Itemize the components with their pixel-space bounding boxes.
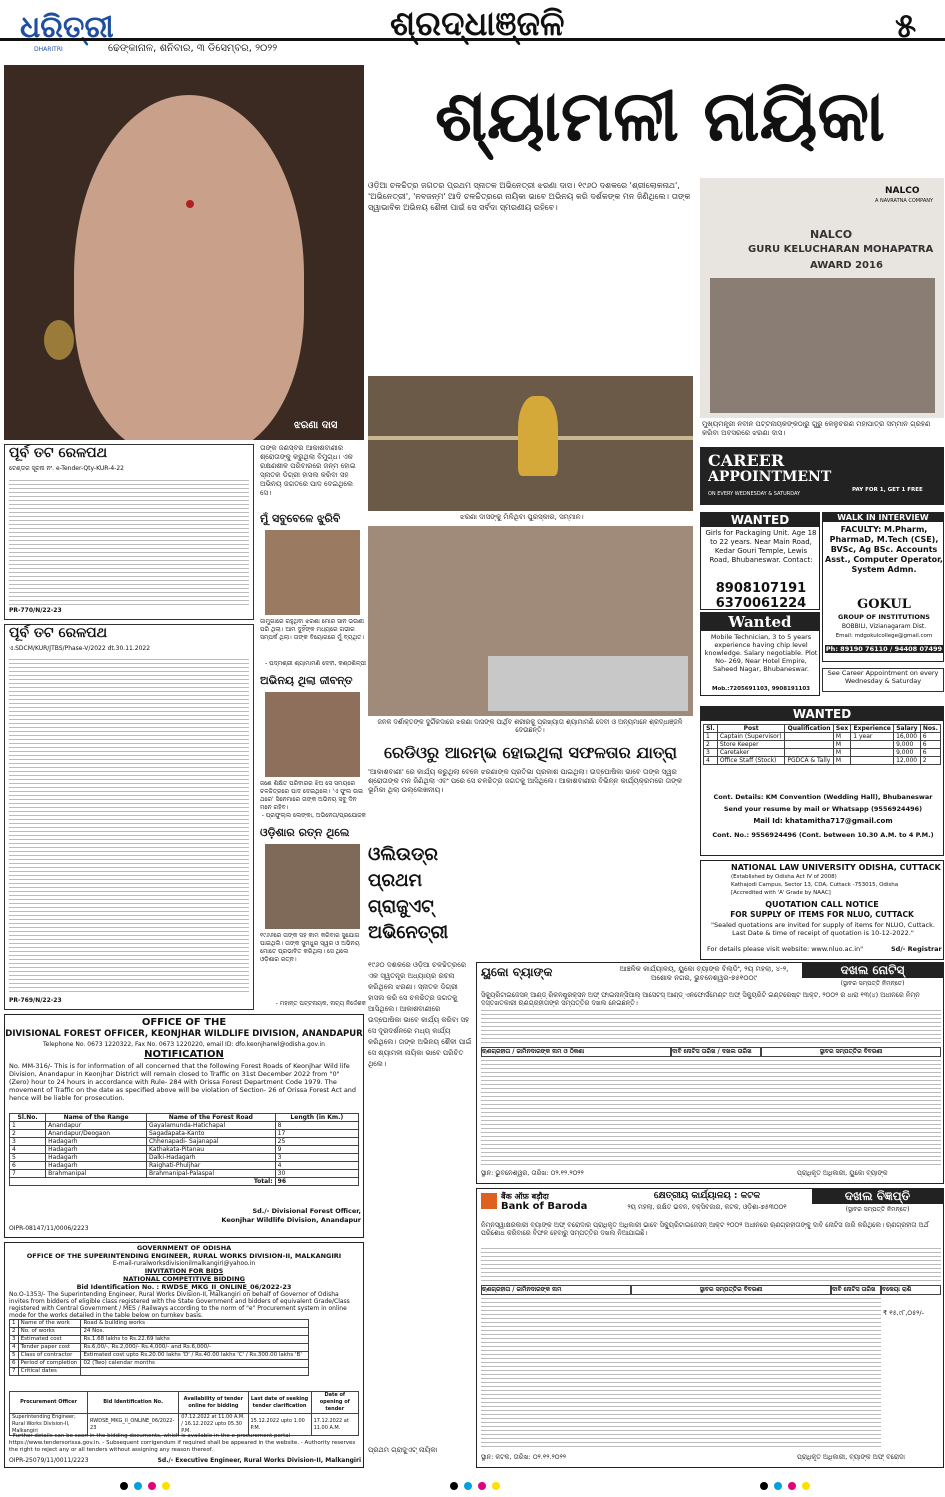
cell: Estimated cost upto Rs.20.00 lakhs 'D' / Rs.40.00 lakhs 'C' / Rs.300.00 lakhs 'B': [81, 1352, 309, 1360]
nlu-for: FOR SUPPLY OF ITEMS FOR NLUO, CUTTACK: [730, 910, 914, 919]
cell: 1 year: [851, 733, 894, 741]
nlu-body: "Sealed quotations are invited for supply of items for NLUO, Cuttack. Last Date & time of receipt of quotation is 10-12-2022.": [711, 921, 935, 937]
cell: 2: [10, 1130, 46, 1138]
col-exp: Experience: [851, 725, 894, 733]
uco-sign: ପ୍ରାଧିକୃତ ଅଧିକାରୀ, ୟୁକୋ ବ୍ୟାଙ୍କ: [797, 1169, 888, 1177]
cell: Tender paper cost: [18, 1344, 81, 1352]
uco-date: ସ୍ଥାନ: ଭୁବନେଶ୍ୱର, ତାରିଖ: ୦୨.୧୨.୨୦୨୨: [481, 1169, 584, 1177]
tribute-photo: [265, 844, 360, 929]
nlu-accr: [Accredited with 'A' Grade by NAAC]: [731, 890, 831, 896]
bob-name-hi: बैंक ऑफ़ बड़ौदा: [501, 1192, 549, 1201]
wanted-title: WANTED: [701, 513, 819, 527]
tender-footer: PR-769/N/22-23: [9, 997, 62, 1004]
nlu-sign: Sd/- Registrar: [891, 945, 942, 953]
uco-col3: ସ୍ଥାବର ସମ୍ପତ୍ତିର ବିବରଣୀ: [761, 1047, 941, 1057]
cell: 3: [10, 1336, 19, 1344]
career-title: CAREER: [708, 451, 785, 470]
walkin-email: Email: mdgokulcollege@gmail.com: [835, 633, 933, 639]
cell: 2: [704, 741, 718, 749]
uco-notice: [476, 962, 944, 1184]
cell: 17.12.2022 at 11.00 A.M.: [311, 1414, 358, 1436]
cell: Name of the work: [18, 1320, 81, 1328]
portrait-bindi: [186, 200, 194, 208]
bob-logo: [481, 1193, 497, 1209]
cell: [81, 1368, 309, 1376]
nlu-est: (Established by Odisha Act IV of 2008): [731, 874, 837, 880]
tender-body: [9, 477, 249, 605]
col-sl: Sl.: [704, 725, 718, 733]
tender-ref: ଟେଣ୍ଡର ସୂଚନା ନଂ. e-Tender-Qty-KUR-4-22: [9, 465, 124, 472]
cell: M: [833, 757, 850, 765]
wanted-contact: Cont. Details: KM Convention (Wedding Hall), Bhubaneswar: [713, 793, 933, 801]
bob-col1: ଋଣଗ୍ରହୀତା / ଜାମିନଦାରଙ୍କ ନାମ: [481, 1285, 631, 1295]
cell: Brahmanipal: [46, 1170, 147, 1178]
bob-amount: ₹ ୧୫,୯୮,୦୫୨/-: [883, 1309, 924, 1317]
first-grad-text: ୧୯୬୦ ଦଶକରେ ଓଡ଼ିଆ ଚଳଚ୍ଚିତ୍ରରେ ଏକ ସ୍ୱତନ୍ତ୍ର ଅଧ୍ୟାୟର ରଚନା କରିଥିଲେ ଝରଣା। ସ୍ନାତକ ଡିଗ୍ରୀ ହାସଲ କରି ସେ ଚଳଚ୍ଚିତ୍ର ଜଗତକୁ ଆସିଥିଲେ। ଆକାଶବାଣୀରେ ଉଦ୍‌ଘୋଷିକା ଭାବେ କାର୍ଯ୍ୟ କରିବା ସହ ସେ ଦୂରଦର୍ଶନରେ ମଧ୍ୟ କାର୍ଯ୍ୟ କରିଥିଲେ। ତାଙ୍କ ଅଭିନୟ ଶୈଳୀ ପାଇଁ ସେ ଶ୍ୟାମଳୀ ନାୟିକା ଭାବେ ପରିଚିତ ଥିଲେ।: [368, 961, 472, 1068]
table-row: [704, 757, 941, 765]
tender-ref: ଏ.SDCM/KUR/JTBS/Phase-V/2022 dt.30.11.2022: [9, 645, 151, 652]
total-label: Total:: [10, 1178, 276, 1186]
cell: RWDSE_MKG_II_ONLINE_06/2022-23: [88, 1414, 179, 1436]
dfo-sign1: Sd./- Divisional Forest Officer,: [252, 1207, 361, 1215]
table-row: [10, 1360, 309, 1368]
cell: 15.12.2022 upto 1.00 P.M.: [248, 1414, 311, 1436]
uco-notice-title: ଦଖଲ ନୋଟିସ୍: [802, 963, 943, 978]
tender-title: ପୂର୍ବ ତଟ ରେଳପଥ: [9, 445, 108, 461]
table-row: [10, 1368, 309, 1376]
career-offer: PAY FOR 1, GET 1 FREE: [852, 487, 923, 493]
col-qual: Qualification: [785, 725, 833, 733]
intro-text: ତାଙ୍କ ଜଣସ୍ବର ଆକାଶବାଣୀର ଶ୍ରୋତାଙ୍କୁ କରୁଥିଲା ବିମୁଗ୍ଧ। ଏକ ରକ୍ଷଣଶୀଳ ପରିବାରରେ ଜନ୍ମ ହୋଇ ସ୍ନାତକ ଡିଗ୍ରୀ ହାସଲ କରିବା ସହ ଅଭିନୟ ଜଗତରେ ପାଦ ଦେଇଥିଲେ ସେ।: [260, 444, 356, 497]
masthead: [0, 0, 945, 64]
rwd-table: [9, 1319, 309, 1376]
table-row: [10, 1320, 309, 1328]
wanted-resume: Send your resume by mail or Whatsapp (9556924496): [723, 805, 923, 813]
total-value: 96: [275, 1178, 358, 1186]
first-grad-signoff: ପ୍ରଥମ ଗ୍ରାଜୁଏଟ୍ ନାୟିକା: [368, 1446, 438, 1454]
banner-line1: NALCO: [810, 228, 853, 241]
bob-body-fill: [481, 1245, 941, 1281]
cell: 6: [10, 1162, 46, 1170]
cell: 2: [10, 1328, 19, 1336]
reg-dot: [450, 1482, 458, 1490]
cell: Superintending Engineer, Rural Works Division-II, Malkangiri: [10, 1414, 88, 1436]
nlu-web: For details please visit website: www.nluo.ac.in": [707, 945, 864, 953]
headline: ଶ୍ୟାମଳୀ ନାୟିକା: [434, 74, 886, 157]
table-row: [10, 1336, 309, 1344]
coffin: [488, 656, 688, 711]
cell: 5: [10, 1352, 19, 1360]
table-row: [704, 741, 941, 749]
cell: 3: [275, 1154, 358, 1162]
reg-dot: [120, 1482, 128, 1490]
portrait-earring: [44, 320, 74, 360]
table-header: [10, 1392, 359, 1414]
cell: Rs.6,00/-, Rs.2,000/- Rs.4,000/- and Rs.6,000/-: [81, 1344, 309, 1352]
col-sex: Sex: [833, 725, 850, 733]
tribute-author: - ମହାନ୍ତ ପଟ୍ଟନାୟକ, ନାଟ୍ୟ ନିର୍ଦ୍ଦେଶକ: [275, 1000, 366, 1007]
tender-title: ପୂର୍ବ ତଟ ରେଳପଥ: [9, 625, 108, 641]
tribute-photo: [265, 692, 360, 777]
bob-col3: ଦାବି ନୋଟିସ ତାରିଖ: [831, 1285, 881, 1295]
walkin-ad: [822, 512, 944, 662]
col-post: Post: [717, 725, 785, 733]
cell: Hadagarh: [46, 1146, 147, 1154]
cell: [851, 749, 894, 757]
rwd-notice: [4, 1242, 364, 1468]
cell: 9: [275, 1146, 358, 1154]
award-photo: [700, 178, 944, 418]
wanted-mail: Mail Id: khatamitha717@gmail.com: [753, 817, 893, 825]
trophy-photo: [368, 376, 693, 511]
section-title: ଶ୍ରଦ୍ଧାଞ୍ଜଳି: [390, 4, 565, 44]
reg-dot: [134, 1482, 142, 1490]
table-header: [704, 725, 941, 733]
cell: [785, 741, 833, 749]
first-grad-heading: ଓଲିଉଡ୍‌ର ପ୍ରଥମ ଗ୍ରାଜୁଏଟ୍ ଅଭିନେତ୍ରୀ: [368, 844, 449, 943]
tribute-author: - ପ୍ରଫୁଲ୍ଲ ଲେଙ୍କା, ଅଭିନେତା/ପ୍ରଯୋଜକ: [261, 812, 366, 819]
cell: M: [833, 749, 850, 757]
cell: [851, 757, 894, 765]
tender-notice-2: [4, 624, 254, 1010]
walkin-org-sub: GROUP OF INSTITUTIONS: [837, 613, 930, 621]
career-title2: APPOINTMENT: [708, 469, 832, 485]
cell: 1: [10, 1122, 46, 1130]
reg-dot: [760, 1482, 768, 1490]
rwd-dates-table: [9, 1391, 359, 1436]
bob-sign: ପ୍ରାଧିକୃତ ଅଧିକାରୀ, ବ୍ୟାଙ୍କ ଅଫ୍ ବରୋଦା: [797, 1453, 905, 1461]
cell: Rs.1.68 lakhs to Rs.22.69 lakhs: [81, 1336, 309, 1344]
radio-heading: ରେଡିଓରୁ ଆରମ୍ଭ ହୋଇଥିଲା ସଫଳତାର ଯାତ୍ରା: [384, 743, 677, 762]
walkin-text: FACULTY: M.Pharm, PharmaD, M.Tech (CSE), BVSc, Ag BSc. Accounts Asst., Computer Operator, System Admn.: [825, 525, 943, 574]
bob-col4: ବକେୟା ରାଶି: [881, 1285, 941, 1295]
logo-subtitle: DHARITRI: [34, 46, 63, 53]
nlu-address: Kathajodi Campus, Sector 13, CDA, Cuttack -753015, Odisha: [731, 882, 899, 888]
tribute-text: ୧୯୬୬ରେ ତାଙ୍କ ସହ କାମ କରିବାର ସୁଯୋଗ ପାଇଥିଲି। ତାଙ୍କ ସୁମଧୁର ସ୍ୱର ଓ ଅଭିନୟ ମୋତେ ପ୍ରଭାବିତ କରିଥିଲା। ସେ ଥିଲେ ଓଡ଼ିଶାର ରତ୍ନ।: [260, 932, 360, 963]
table-row: [10, 1154, 359, 1162]
cell: Sagadapata-Kanto: [146, 1130, 275, 1138]
rwd-notes: - Further details can be seen in the bidding documents, which is available in the e-procurement portal https://www.tendersorissa.gov.in. - Subsequent corrigendum if required shall be appeared in the website. - Authority reserves the right to reject any or all tenders without assigning any reason thereof.: [9, 1433, 356, 1453]
dfo-notice-title: NOTIFICATION: [144, 1049, 224, 1060]
uco-bank-name: ୟୁକୋ ବ୍ୟାଙ୍କ: [481, 965, 553, 979]
uco-table-fill: [481, 1059, 941, 1165]
cell: Store Keeper: [717, 741, 785, 749]
tribute-photo: [265, 530, 360, 615]
radio-text: 'ଆକାଶବାଣୀ' ରେ କାର୍ଯ୍ୟ କରୁଥିଲା ବେଳେ ଝରଣାଙ୍କ ପ୍ରତିଭା ପ୍ରକାଶ ପାଇଥିଲା। ଉଦ୍‌ଘୋଷିକା ଭାବେ ତାଙ୍କ ସ୍ୱର ଶ୍ରୋତାଙ୍କ ମନ ଜିଣିଥିଲା ଏବଂ ପରେ ସେ ଚଳଚ୍ଚିତ୍ର ଜଗତକୁ ଆସିଥିଲେ। ଆକାଶବାଣୀର ବିଭିନ୍ନ କାର୍ଯ୍ୟକ୍ରମରେ ତାଙ୍କ ଭୂମିକା ଥିଲା ଉଲ୍ଲେଖନୀୟ।: [368, 768, 683, 794]
col-salary: Salary: [894, 725, 921, 733]
bob-notice-title: ଦଖଲ ବିଜ୍ଞପ୍ତି: [812, 1189, 943, 1204]
dateline: ଢେଙ୍କାନାଳ, ଶନିବାର, ୩ ଡିସେମ୍ବର, ୨୦୨୨: [108, 43, 278, 54]
dfo-title: OFFICE OF THE: [141, 1017, 227, 1028]
cell: Hadagarh: [46, 1138, 147, 1146]
wanted-mob: Mob.:7205691103, 9908191103: [711, 686, 811, 692]
cell: 7: [10, 1368, 19, 1376]
dfo-table: [9, 1113, 359, 1186]
dfo-sign2: Keonjhar Wildlife Division, Anandapur: [221, 1216, 361, 1224]
reg-dot: [162, 1482, 170, 1490]
uco-col2: ଦାବି ନୋଟିସ ତାରିଖ / ଦଖଲ ତାରିଖ: [671, 1047, 761, 1057]
reg-dot: [492, 1482, 500, 1490]
col-bid-id: Bid Identification No.: [88, 1392, 179, 1414]
dfo-notice: [4, 1014, 364, 1238]
col-opening: Date of opening of tender: [311, 1392, 358, 1414]
table-row: [10, 1328, 309, 1336]
cell: 3: [704, 749, 718, 757]
cell: Hadagarh: [46, 1154, 147, 1162]
table-row: [10, 1122, 359, 1130]
cell: Anandapur: [46, 1122, 147, 1130]
cell: 17: [275, 1130, 358, 1138]
cell: Road & building works: [81, 1320, 309, 1328]
cell: 2: [920, 757, 940, 765]
table-row: [10, 1130, 359, 1138]
cell: PGDCA & Tally: [785, 757, 833, 765]
uco-body: ସିକ୍ୟୁରିଟାଇଜେସନ୍ ଆଣ୍ଡ୍ ରିକନଷ୍ଟ୍ରକ୍ସନ ଅଫ୍ ଫାଇନାନ୍ସିଆଲ୍ ଆସେଟସ୍ ଆଣ୍ଡ୍ ଏନଫୋର୍ସମେଣ୍ଟ ଅଫ୍ ସିକ୍ୟୁରିଟି ଇଣ୍ଟରେଷ୍ଟ ଆକ୍ଟ, ୨୦୦୨ ର ଧାରା ୧୩(୪) ଅଧୀନରେ ନିମ୍ନ ଦସ୍ତଖତକାରୀ ଋଣଗ୍ରହୀତାଙ୍କ ସମ୍ପତ୍ତିର ଦଖଲ ନେଇଛନ୍ତି।: [481, 991, 920, 1007]
tribute-heading: ଅଭିନୟ ଥିଲା ଜୀବନ୍ତ: [260, 674, 353, 687]
nalco-brand: NALCO: [885, 186, 920, 196]
cell: 12,000: [894, 757, 921, 765]
col-clarification: Last date of seeking tender clarification: [248, 1392, 311, 1414]
cell: Gayalamunda-Hatichapal: [146, 1122, 275, 1130]
table-row: [10, 1162, 359, 1170]
wanted-ad-1: [700, 512, 820, 610]
cell: M: [833, 733, 850, 741]
cell: Brahmanipal-Palaspal: [146, 1170, 275, 1178]
cell: Captain (Supervisor): [717, 733, 785, 741]
reg-dot: [478, 1482, 486, 1490]
reg-dot: [788, 1482, 796, 1490]
cell: 9,000: [894, 749, 921, 757]
cell: Class of contractor: [18, 1352, 81, 1360]
nlu-notice: QUOTATION CALL NOTICE: [765, 900, 879, 909]
walkin-place: BOBBILI, Vizianagaram Dist.: [841, 623, 927, 630]
cell: 16,000: [894, 733, 921, 741]
col-length: Length (in Km.): [275, 1114, 358, 1122]
nlu-title: NATIONAL LAW UNIVERSITY ODISHA, CUTTACK: [731, 863, 941, 872]
rwd-ncb: NATIONAL COMPETITIVE BIDDING: [123, 1275, 245, 1283]
col-slno: Sl.No.: [10, 1114, 46, 1122]
wanted-ad-2: [700, 612, 820, 696]
col-nos: Nos.: [920, 725, 940, 733]
cell: 4: [275, 1162, 358, 1170]
dfo-title2: DIVISIONAL FOREST OFFICER, KEONJHAR WILDLIFE DIVISION, ANANDAPUR: [5, 1029, 363, 1039]
award-caption: ମୁଖ୍ୟମନ୍ତ୍ରୀ ନବୀନ ପଟ୍ଟନାୟକଙ୍କଠାରୁ ଗୁରୁ କେଳୁଚରଣ ମହାପାତ୍ର ସମ୍ମାନ ଗ୍ରହଣ କରିବା ଅବସରରେ ଝରଣା ଦାସ।: [702, 420, 931, 437]
wanted-ad-3: [700, 706, 944, 856]
cell: 9,000: [894, 741, 921, 749]
table-row: [10, 1344, 309, 1352]
cell: 4: [10, 1146, 46, 1154]
lead-article: ଓଡ଼ିଆ ଚଳଚ୍ଚିତ୍ର ଜଗତର ପ୍ରଥମ ସ୍ନାତକ ଅଭିନେତ୍ରୀ ଝରଣା ଦାସ। ୧୯୬୦ ଦଶକରେ 'ଶ୍ରୀଲୋକନାଥ', 'ଅଭିନେତ୍ରୀ', 'ନବଜନ୍ମ' ଆଦି ଚଳଚ୍ଚିତ୍ରରେ ନାୟିକା ଭାବେ ଅଭିନୟ କରି ଦର୍ଶକଙ୍କ ମନ ଜିଣିଥିଲେ। ତାଙ୍କ ସ୍ୱାଭାବିକ ଅଭିନୟ ଶୈଳୀ ପାଇଁ ସେ ସର୍ବଦା ସ୍ମରଣୀୟ ରହିବେ।: [368, 181, 691, 212]
rwd-line2: OFFICE OF THE SUPERINTENDING ENGINEER, RURAL WORKS DIVISION-II, MALKANGIRI: [26, 1252, 342, 1260]
cell: 24 Nos.: [81, 1328, 309, 1336]
cell: 6: [920, 733, 940, 741]
table-row: [704, 733, 941, 741]
cell: Hadagarh: [46, 1162, 147, 1170]
wanted-title: Wanted: [701, 613, 819, 631]
table-row: [10, 1138, 359, 1146]
bob-notice-sub: (ସ୍ଥାବର ସମ୍ପତ୍ତି ନିମନ୍ତେ): [845, 1206, 910, 1213]
dfo-contact: Telephone No. 0673 1220322, Fax No. 0673 1220220, email ID: dfo.keonjharwl@odisha.gov.in: [43, 1041, 325, 1048]
tribute-photo-large: [368, 526, 693, 716]
cell: 02 (Two) calendar months: [81, 1360, 309, 1368]
bob-name-en: Bank of Baroda: [501, 1201, 588, 1212]
banner-line2: GURU KELUCHARAN MOHAPATRA: [748, 244, 934, 255]
reg-dot: [774, 1482, 782, 1490]
reg-dot: [148, 1482, 156, 1490]
table-header: [10, 1114, 359, 1122]
bob-date: ସ୍ଥାନ: କଟକ, ତାରିଖ: ୦୨.୧୨.୨୦୨୨: [481, 1453, 566, 1461]
hero-portrait: [4, 65, 364, 440]
tender-notice-1: [4, 444, 254, 620]
col-officer: Procurement Officer: [10, 1392, 88, 1414]
rwd-code: OIPR-25079/11/0011/2223: [9, 1457, 89, 1464]
cell: 8: [275, 1122, 358, 1130]
table-row: [704, 749, 941, 757]
trophy-caption: ଝରଣା ଦାସଙ୍କୁ ମିଳିଥିବା ପୁରସ୍କାର, ସମ୍ମାନ।: [460, 513, 584, 521]
uco-office: ଆଞ୍ଚଳିକ କାର୍ଯ୍ୟାଳୟ, ୟୁକୋ ବ୍ୟାଙ୍କ ବିଲ୍ଡିଂ, ୨ୟ ମହଲା, ୪-୨, ଅଶୋକ ନଗର, ଭୁବନେଶ୍ୱର-୭୫୧୦୦୯: [619, 965, 789, 982]
cell: Period of completion: [18, 1360, 81, 1368]
cell: 25: [275, 1138, 358, 1146]
reg-dot: [464, 1482, 472, 1490]
table-total: [10, 1178, 359, 1186]
tribute-heading: ଓଡ଼ିଶାର ରତ୍ନ ଥିଲେ: [260, 826, 350, 839]
wanted-phone: Cont. No.: 9556924496 (Cont. between 10.30 A.M. to 4 P.M.): [712, 831, 934, 839]
wanted-text: Mobile Technician, 3 to 5 years experience having chip level knowledge. Salary negotiable. Plot No- 269, Near Hotel Empire, Saheed Nagar, Bhubaneswar.: [704, 633, 818, 673]
cell: Raighati-Phuljhar: [146, 1162, 275, 1170]
uco-col1: ଋଣଗ୍ରହୀତା / ଜାମିନଦାରଙ୍କ ନାମ ଓ ଠିକଣା: [481, 1047, 671, 1057]
tribute-author: - ପଦ୍ମଶ୍ରୀ ଶ୍ୟାମାମଣି ଦେବୀ, କଣ୍ଠଶିଳ୍ପୀ: [265, 660, 366, 667]
tribute-text: ଜାମୁଗାରେ ରହୁଥିବା ଝରଣା ମୋର ସାନ ଭଉଣୀ ପରି ଥିଲା। ଆମ ଦୁହିଁଙ୍କ ମଧ୍ୟରେ ଗଭୀର ସମ୍ପର୍କ ଥିଲା। ତାଙ୍କ ବିୟୋଗରେ ମୁଁ ବ୍ୟଥିତ।: [260, 618, 365, 641]
cell: Estimated cost: [18, 1336, 81, 1344]
bob-table-fill: [481, 1297, 881, 1447]
rwd-bid-id: Bid Identification No. : RWDSE_MKG_II_ONLINE_06/2022-23: [76, 1283, 292, 1291]
rwd-body: No.O-1353/- The Superintending Engineer, Rural Works Division-II, Malkangiri on behalf of Governor of Odisha invites from bidders of eligible class registered with the State Government and bidders of equivalent Grade/Class registered with Central Government / MES / Railways according to the norm of "e" Procurement system in online mode for the works detailed in the table below on turnkey basis.: [9, 1291, 350, 1317]
table-row: [10, 1170, 359, 1178]
cell: No. of works: [18, 1328, 81, 1336]
cell: 4: [704, 757, 718, 765]
cell: Office Staff (Stock): [717, 757, 785, 765]
print-registration-marks: [120, 1480, 820, 1492]
uco-body-fill: [481, 1007, 941, 1043]
rwd-sign: Sd./- Executive Engineer, Rural Works Division-II, Malkangiri: [157, 1457, 361, 1464]
col-road: Name of the Forest Road: [146, 1114, 275, 1122]
cell: [785, 733, 833, 741]
career-sub: ON EVERY WEDNESDAY & SATURDAY: [708, 491, 801, 497]
bob-body: ନିମ୍ନସ୍ୱାକ୍ଷରକାରୀ ବ୍ୟାଙ୍କ ଅଫ୍ ବରୋଦାର ପ୍ରାଧିକୃତ ଅଧିକାରୀ ଭାବେ ସିକ୍ୟୁରିଟାଇଜେସନ୍ ଆକ୍ଟ ୨୦୦୨ ଅଧୀନରେ ଋଣଗ୍ରହୀତାଙ୍କୁ ଦାବି ନୋଟିସ ଜାରି କରିଥିଲେ। ଋଣଗ୍ରହୀତା ଅର୍ଥ ପରିଶୋଧ କରିବାରେ ବିଫଳ ହେବାରୁ ସମ୍ପତ୍ତିର ଦଖଲ ନିଆଯାଇଛି।: [481, 1221, 929, 1237]
cell: M: [833, 741, 850, 749]
tribute-photo-caption: ଜନକ ଦର୍ଶାକ୍ତଙ୍କ ଦୁର୍ଗିକଦାରେ ଝରଣା ଦାସଙ୍କ ପାର୍ଥିବ ଶରୀରକୁ ପ୍ରଖ୍ୟାତା ଶ୍ୟାମାମଣି ଦେବୀ ଓ ଅନ୍ୟମାନେ ଶ୍ରଦ୍ଧାଞ୍ଜଳି ଦେଉଛନ୍ତି।: [377, 718, 683, 734]
tender-body: [9, 657, 249, 992]
rwd-line1: GOVERNMENT OF ODISHA: [136, 1244, 232, 1252]
bob-notice: [476, 1188, 944, 1468]
career-note: See Career Appointment on every Wednesday & Saturday: [822, 668, 944, 692]
cell: Kathakata-Pitanau: [146, 1146, 275, 1154]
cell: 4: [10, 1344, 19, 1352]
bob-col2: ସ୍ଥାବର ସମ୍ପତ୍ତିର ବିବରଣୀ: [631, 1285, 831, 1295]
cell: Dalki-Hadagarh: [146, 1154, 275, 1162]
cell: Anandapur/Deogaon: [46, 1130, 147, 1138]
nalco-sub: A NAVRATNA COMPANY: [875, 198, 934, 204]
cell: 1: [10, 1320, 19, 1328]
col-availability: Availability of tender online for bidding: [179, 1392, 248, 1414]
cell: [785, 749, 833, 757]
uco-notice-sub: (ସ୍ଥାବର ସମ୍ପତ୍ତି ନିମନ୍ତେ): [840, 980, 905, 987]
award-people: [710, 278, 935, 413]
walkin-org: GOKUL: [857, 597, 911, 612]
cell: 5: [10, 1154, 46, 1162]
nlu-ad: [700, 860, 944, 960]
wanted-title: WANTED: [701, 707, 943, 721]
bob-office: କ୍ଷେତ୍ରୀୟ କାର୍ଯ୍ୟାଳୟ : କଟକ: [653, 1191, 761, 1201]
portrait-face: [74, 95, 304, 440]
table-row: [10, 1352, 309, 1360]
cell: 7: [10, 1170, 46, 1178]
banner-line3: AWARD 2016: [810, 260, 883, 271]
page-number: ୫: [895, 6, 917, 46]
rwd-invite: INVITATION FOR BIDS: [144, 1267, 224, 1275]
cell: [851, 741, 894, 749]
cell: 6: [10, 1360, 19, 1368]
cell: 3: [10, 1138, 46, 1146]
wanted-phone: 6370061224: [715, 596, 807, 611]
cell: Chhenapadi- Sajanapal: [146, 1138, 275, 1146]
hero-caption: ଝରଣା ଦାସ: [294, 420, 338, 431]
tribute-text: ଜଣେ ଶିକ୍ଷିତ ପରିବାରର ଝିଅ ସେ ସମୟରେ ଚଳଚ୍ଚିତ୍ରରେ ପାଦ ଦେଇଥିଲେ। 'ଏ ଫୁଲ ଉଇ ଥରେ' ସିନେମାରେ ତାଙ୍କ ଅଭିନୟ ସବୁ ଦିନ ମନେ ରହିବ।: [260, 780, 364, 810]
cell: 6: [920, 749, 940, 757]
table-row: [10, 1146, 359, 1154]
career-banner: [700, 447, 944, 505]
cell: 30: [275, 1170, 358, 1178]
cell: 07.12.2022 at 11.00 A.M. / 16.12.2022 upto 05.30 P.M.: [179, 1414, 248, 1436]
wanted-text: Girls for Packaging Unit. Age 18 to 22 years. Near Main Road, Kedar Gouri Temple, Lewis Road, Bhubaneswar. Contact:: [705, 529, 817, 564]
col-range: Name of the Range: [46, 1114, 147, 1122]
logo: ଧରିତ୍ରୀ: [20, 10, 114, 45]
walkin-title: WALK IN INTERVIEW: [823, 513, 943, 522]
walkin-phone: Ph: 89190 76110 / 94408 07499: [825, 645, 943, 653]
cell: Caretaker: [717, 749, 785, 757]
wanted-table: [703, 724, 941, 765]
tribute-heading: ମୁଁ ସବୁବେଳେ ଝୁରିବି: [260, 512, 341, 525]
wanted-phone: 8908107191: [715, 581, 807, 596]
dfo-body: No. MM-316/- This is for information of all concerned that the following Forest Roads of Keonjhar Wild life Division, Anandapur in Keonjhar District will remain closed to Traffic on 31st December 2022 from "0" (Zero) hour to 24 hours in accordance with Rule- 284 with Orissa Forest Department Code 1979. The movement of Traffic on the date as specified above will be violation of Section- 26 of Orissa Forest Act and hence will be liable for prosecution.: [9, 1062, 357, 1102]
cell: 1: [704, 733, 718, 741]
dfo-code: OIPR-08147/11/0006/2223: [9, 1225, 89, 1232]
rwd-email: E-mail-ruralworksdivisionilmalkangiri@yahoo.in: [112, 1260, 256, 1267]
tender-footer: PR-770/N/22-23: [9, 607, 62, 614]
cell: 6: [920, 741, 940, 749]
reg-dot: [802, 1482, 810, 1490]
trophy-item: [518, 396, 558, 476]
cell: Critical dates: [18, 1368, 81, 1376]
bob-address: ୨ୟ ମହଲା, ରକ୍ଷିତ ଭବନ, ବକ୍ସିବଜାର, କଟକ, ଓଡ଼ିଶା-୭୫୩୦୦୧: [627, 1203, 787, 1211]
